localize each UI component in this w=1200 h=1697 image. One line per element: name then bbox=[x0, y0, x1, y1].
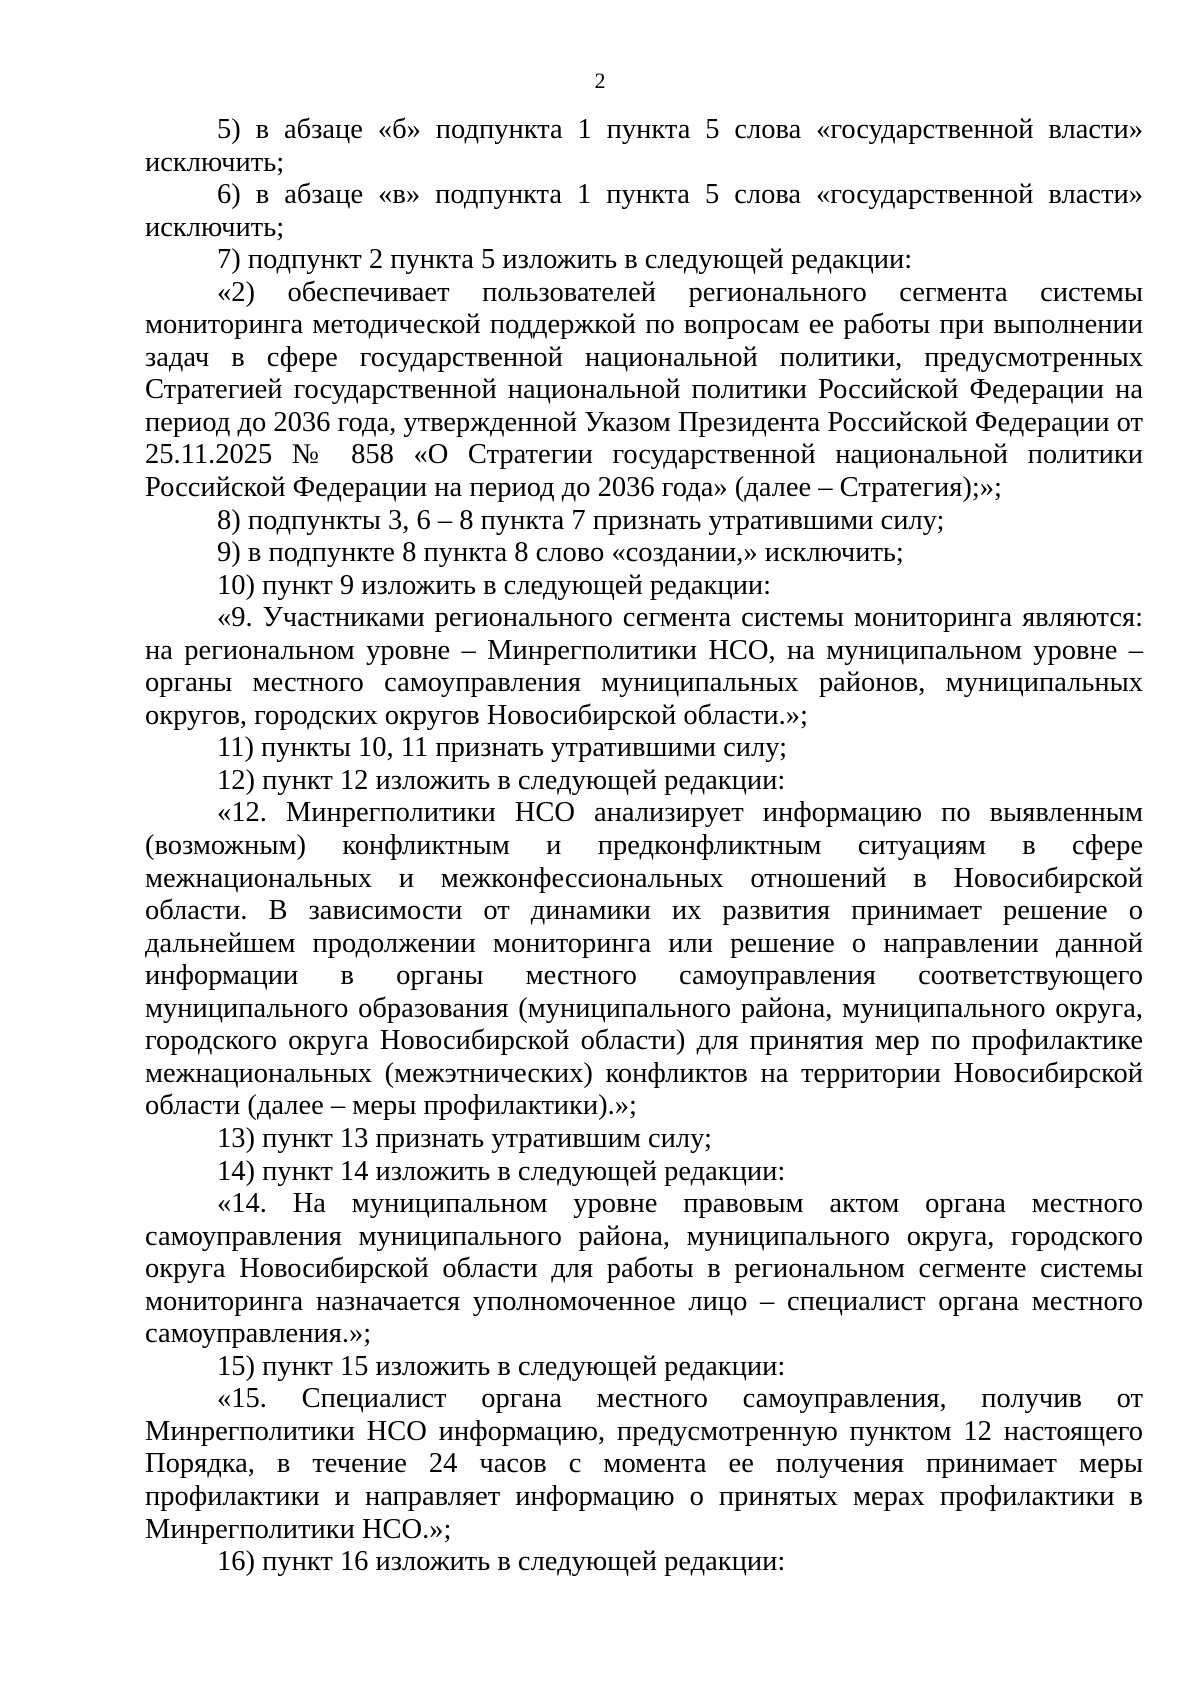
paragraph-item-13: 13) пункт 13 признать утратившим силу; bbox=[217, 1122, 712, 1154]
paragraph-item-5: 5) в абзаце «б» подпункта 1 пункта 5 слова «государственной власти» исключить; bbox=[145, 114, 1143, 178]
paragraph-item-10: 10) пункт 9 изложить в следующей редакции: bbox=[217, 569, 772, 601]
paragraph-item-9: 9) в подпункте 8 пункта 8 слово «создании,» исключить; bbox=[217, 537, 904, 569]
paragraph-item-6: 6) в абзаце «в» подпункта 1 пункта 5 слова «государственной власти» исключить; bbox=[145, 179, 1143, 243]
paragraph-quoted-subitem-2: «2) обеспечивает пользователей регионального сегмента системы мониторинга методической поддержкой по вопросам ее работы при выполнении задач в сфере государственной национальной политики, предусмотренных Стратегией государственной национальной политики Российской Федерации на период до 2036 года, утвержденной Указом Президента Российской Федерации от 25.11.2025 № 858 «О Стратегии государственной национальной политики Российской Федерации на период до 2036 года» (далее – Стратегия);»; bbox=[145, 276, 1143, 504]
paragraph-item-12: 12) пункт 12 изложить в следующей редакции: bbox=[217, 764, 786, 796]
page-number: 2 bbox=[594, 68, 606, 93]
paragraph-item-11: 11) пункты 10, 11 признать утратившими силу; bbox=[217, 732, 787, 764]
paragraph-item-7: 7) подпункт 2 пункта 5 изложить в следующей редакции: bbox=[217, 244, 913, 276]
paragraph-quoted-point-14: «14. На муниципальном уровне правовым актом органа местного самоуправления муниципального района, муниципального округа, городского округа Новосибирской области для работы в региональном сегменте системы мониторинга назначается уполномоченное лицо – специалист органа местного самоуправления.»; bbox=[145, 1188, 1143, 1350]
paragraph-item-16: 16) пункт 16 изложить в следующей редакции: bbox=[217, 1546, 786, 1578]
paragraph-item-15: 15) пункт 15 изложить в следующей редакции: bbox=[217, 1350, 786, 1382]
paragraph-item-8: 8) подпункты 3, 6 – 8 пункта 7 признать утратившими силу; bbox=[217, 504, 945, 536]
paragraph-item-14: 14) пункт 14 изложить в следующей редакции: bbox=[217, 1155, 786, 1187]
document-body bbox=[145, 114, 1143, 1579]
paragraph-quoted-point-15: «15. Специалист органа местного самоуправления, получив от Минрегполитики НСО информацию, предусмотренную пунктом 12 настоящего Порядка, в течение 24 часов с момента ее получения принимает меры профилактики и направляет информацию о принятых мерах профилактики в Минрегполитики НСО.»; bbox=[145, 1383, 1143, 1545]
paragraph-quoted-point-12: «12. Минрегполитики НСО анализирует информацию по выявленным (возможным) конфликтным и предконфликтным ситуациям в сфере межнациональных и межконфессиональных отношений в Новосибирской области. В зависимости от динамики их развития принимает решение о дальнейшем продолжении мониторинга или решение о направлении данной информации в органы местного самоуправления соответствующего муниципального образования (муниципального района, муниципального округа, городского округа Новосибирской области) для принятия мер по профилактике межнациональных (межэтнических) конфликтов на территории Новосибирской области (далее – меры профилактики).»; bbox=[145, 797, 1143, 1122]
paragraph-quoted-point-9: «9. Участниками регионального сегмента системы мониторинга являются: на региональном уровне – Минрегполитики НСО, на муниципальном уровне – органы местного самоуправления муниципальных районов, муниципальных округов, городских округов Новосибирской области.»; bbox=[145, 602, 1143, 731]
